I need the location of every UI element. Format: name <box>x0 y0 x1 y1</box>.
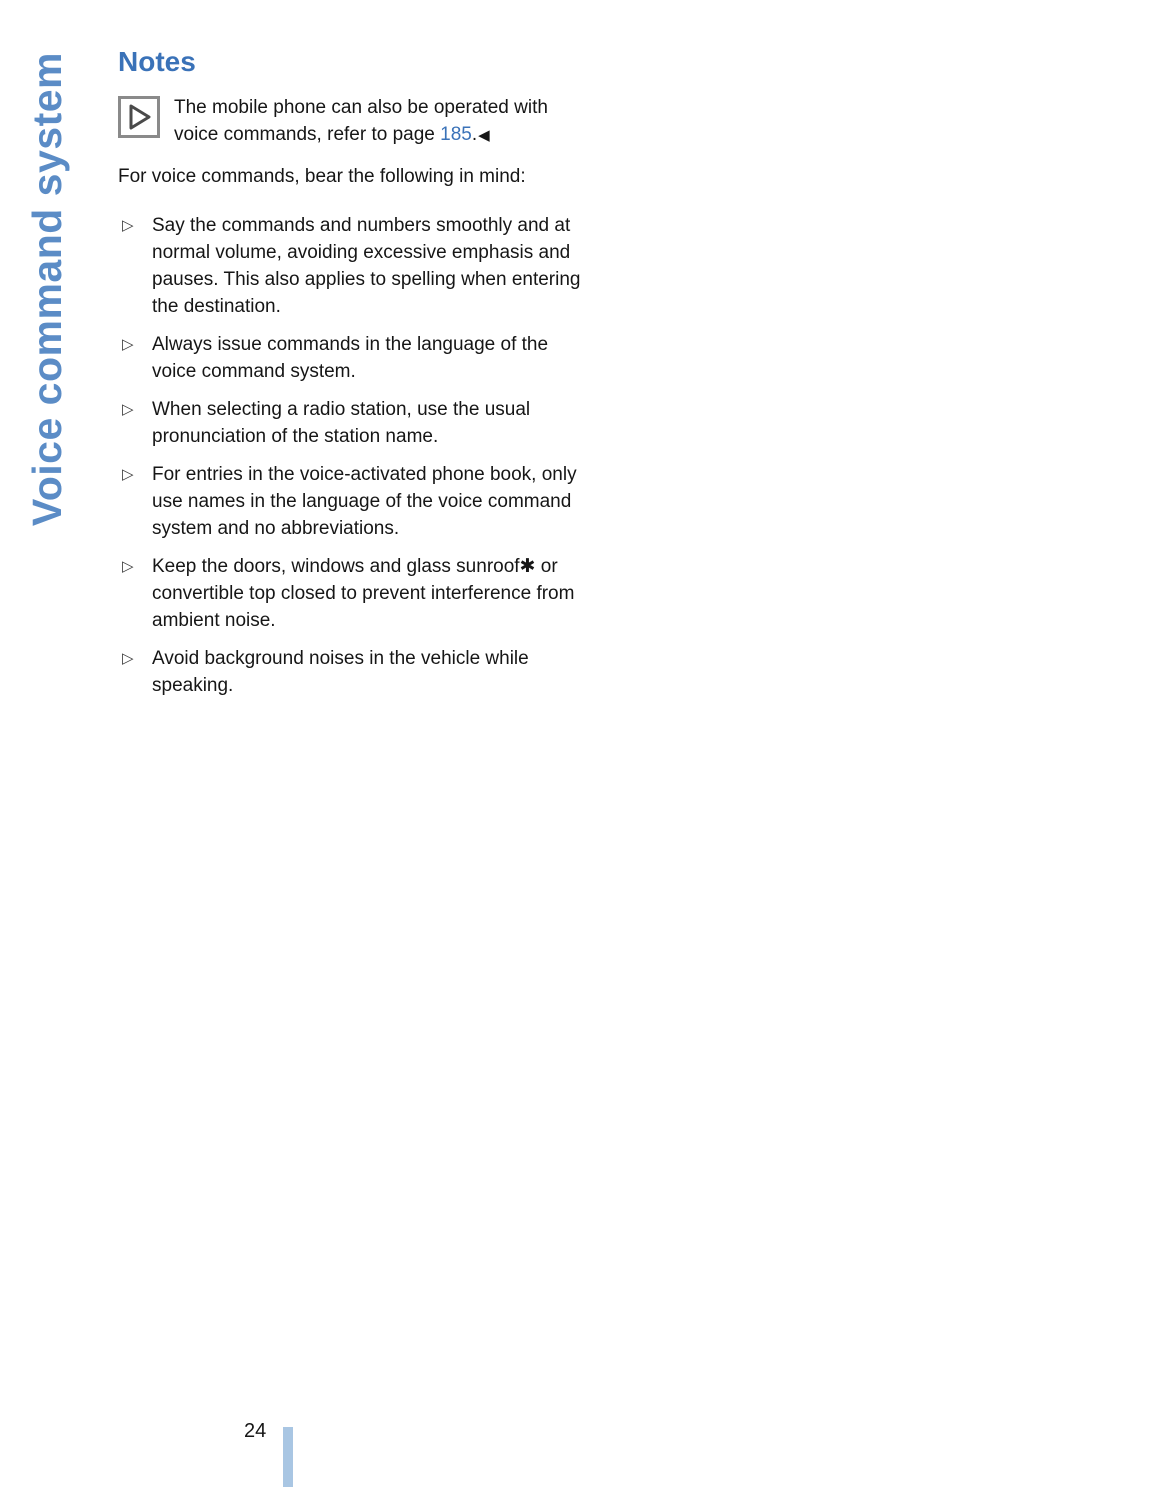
refer-to-icon <box>118 96 160 138</box>
note-paragraph <box>118 94 586 149</box>
list-item <box>118 396 586 450</box>
triangle-bullet-icon: ▷ <box>122 217 134 234</box>
bullet-text: Say the commands and numbers smoothly and at normal volume, avoiding excessive emphasis and pauses. This also applies to spelling when entering the destination. <box>152 215 581 317</box>
bullet-text: Always issue commands in the language of the voice command system. <box>152 334 549 382</box>
list-item <box>118 331 586 385</box>
triangle-bullet-icon: ▷ <box>122 336 134 353</box>
list-item <box>118 645 586 699</box>
list-item <box>118 553 586 634</box>
page-reference-link[interactable]: 185 <box>440 124 472 145</box>
bullet-text: Keep the doors, windows and glass sunroof✱ or convertible top closed to prevent interference from ambient noise. <box>152 556 575 631</box>
intro-text: For voice commands, bear the following in mind: <box>118 166 526 187</box>
main-content <box>118 46 586 710</box>
end-of-note-marker-icon: ◀ <box>478 127 490 144</box>
page-edge-bar <box>283 1427 293 1487</box>
page-number: 24 <box>244 1420 267 1442</box>
triangle-bullet-icon: ▷ <box>122 401 134 418</box>
bullet-list <box>118 212 586 699</box>
chapter-sidebar-title: Voice command system <box>24 52 70 527</box>
triangle-bullet-icon: ▷ <box>122 558 134 575</box>
note-text-suffix: . <box>471 124 478 145</box>
bullet-text: When selecting a radio station, use the usual pronunciation of the station name. <box>152 399 531 447</box>
page-title: Notes <box>118 46 196 77</box>
note-text: The mobile phone can also be operated with voice commands, refer to page <box>174 97 548 145</box>
list-item <box>118 461 586 542</box>
bullet-text: Avoid background noises in the vehicle while speaking. <box>152 648 529 696</box>
bullet-text: For entries in the voice-activated phone book, only use names in the language of the voice command system and no abbreviations. <box>152 464 577 539</box>
triangle-bullet-icon: ▷ <box>122 650 134 667</box>
triangle-bullet-icon: ▷ <box>122 466 134 483</box>
list-item <box>118 212 586 320</box>
